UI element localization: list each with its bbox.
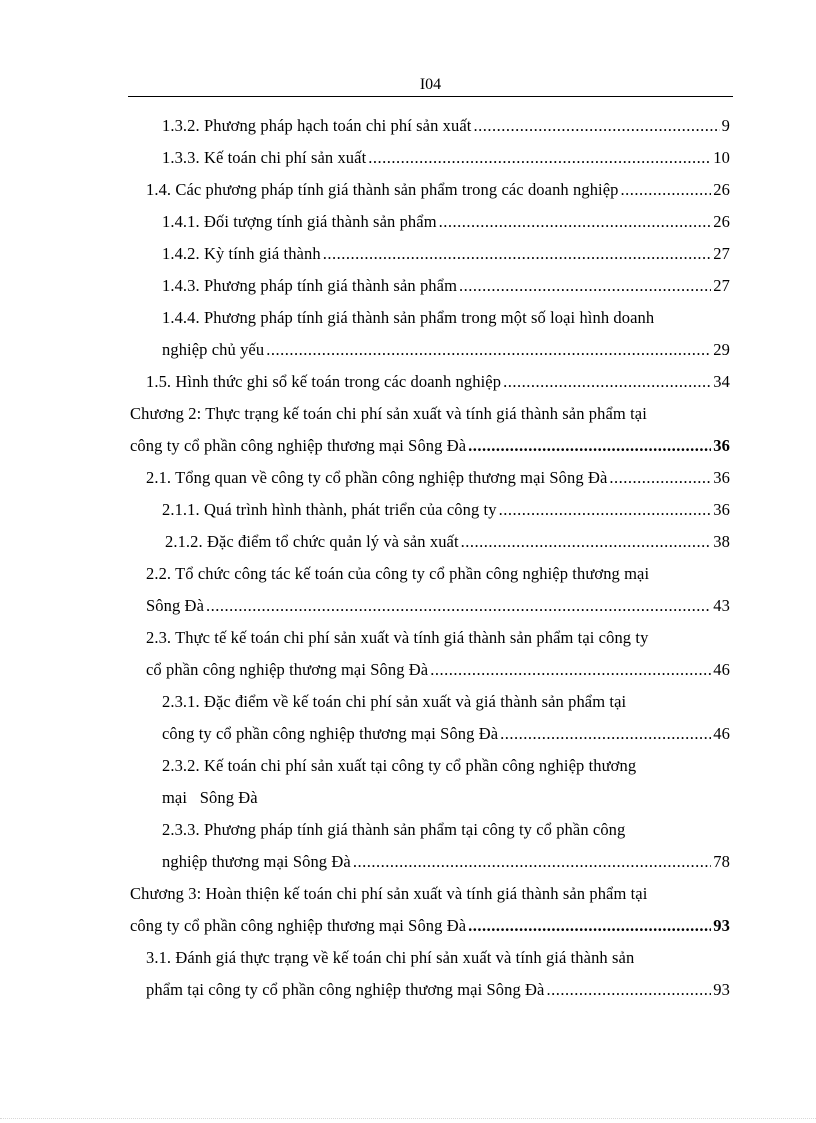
toc-entry-title: 2.1.1. Quá trình hình thành, phát triển của công ty — [162, 500, 497, 519]
toc-page-number: 10 — [713, 148, 730, 167]
toc-entry-2-3-cont[interactable] — [146, 658, 730, 682]
toc-leader-dots — [368, 146, 711, 170]
toc-entry-title: 2.3.1. Đặc điểm về kế toán chi phí sản xuất và giá thành sản phẩm tại — [162, 692, 627, 711]
toc-entry-title: 1.4.1. Đối tượng tính giá thành sản phẩm — [162, 212, 437, 231]
toc-entry-title: nghiệp chủ yếu — [162, 340, 265, 359]
toc-leader-dots — [474, 114, 720, 138]
toc-page-number: 26 — [713, 180, 730, 199]
toc-page-number: 29 — [713, 340, 730, 359]
toc-entry-2-3-1[interactable] — [162, 690, 730, 714]
toc-leader-dots — [353, 850, 711, 874]
toc-leader-dots — [609, 466, 711, 490]
toc-leader-dots — [503, 370, 711, 394]
toc-page-number: 46 — [713, 724, 730, 743]
toc-page-number: 93 — [713, 916, 730, 935]
toc-entry-title: 2.1. Tổng quan về công ty cổ phần công nghiệp thương mại Sông Đà — [146, 468, 608, 487]
toc-entry-2-3-1-cont[interactable] — [162, 722, 730, 746]
toc-page-number: 26 — [713, 212, 730, 231]
toc-entry-1-4-4-cont[interactable] — [162, 338, 730, 362]
toc-page-number: 27 — [713, 244, 730, 263]
toc-leader-dots — [468, 914, 711, 938]
toc-page-number: 43 — [713, 596, 730, 615]
toc-entry-title: 1.4.4. Phương pháp tính giá thành sản phẩm trong một số loại hình doanh — [162, 308, 655, 327]
toc-entry-title: 1.5. Hình thức ghi sổ kế toán trong các doanh nghiệp — [146, 372, 502, 391]
toc-leader-dots — [459, 274, 711, 298]
toc-entry-1-3-2[interactable] — [162, 114, 730, 138]
toc-entry-title: công ty cổ phần công nghiệp thương mại Sông Đà — [162, 724, 499, 743]
toc-entry-chapter-2-cont[interactable] — [130, 434, 730, 458]
toc-entry-2-3-3[interactable] — [162, 818, 730, 842]
toc-entry-title: phẩm tại công ty cổ phần công nghiệp thương mại Sông Đà — [146, 980, 545, 999]
toc-leader-dots — [266, 338, 711, 362]
toc-entry-title: Sông Đà — [146, 596, 204, 615]
toc-entry-1-5[interactable] — [146, 370, 730, 394]
toc-entry-title: mại Sông Đà — [162, 788, 258, 807]
toc-entry-title: 1.4. Các phương pháp tính giá thành sản phẩm trong các doanh nghiệp — [146, 180, 619, 199]
toc-entry-2-3-3-cont[interactable] — [162, 850, 730, 874]
toc-entry-title: 1.4.3. Phương pháp tính giá thành sản phẩm — [162, 276, 458, 295]
toc-entry-title: 2.1.2. Đặc điểm tổ chức quản lý và sản xuất — [165, 532, 459, 551]
toc-leader-dots — [621, 178, 712, 202]
toc-page-number: 78 — [713, 852, 730, 871]
toc-page-number: 9 — [721, 116, 730, 135]
page-header — [128, 76, 733, 97]
toc-leader-dots — [468, 434, 711, 458]
toc-entry-2-3-2[interactable] — [162, 754, 730, 778]
toc-entry-title: 1.3.2. Phương pháp hạch toán chi phí sản xuất — [162, 116, 472, 135]
toc-page-number: 27 — [713, 276, 730, 295]
toc-entry-1-4-2[interactable] — [162, 242, 730, 266]
toc-leader-dots — [430, 658, 711, 682]
toc-page-number: 38 — [713, 532, 730, 551]
toc-leader-dots — [499, 498, 712, 522]
toc-page-number: 46 — [713, 660, 730, 679]
toc-entry-1-3-3[interactable] — [162, 146, 730, 170]
toc-leader-dots — [206, 594, 711, 618]
toc-entry-chapter-2[interactable] — [130, 402, 730, 426]
toc-entry-title: 2.3.3. Phương pháp tính giá thành sản phẩm tại công ty cổ phần công — [162, 820, 626, 839]
toc-entry-title: 3.1. Đánh giá thực trạng về kế toán chi phí sản xuất và tính giá thành sản — [146, 948, 635, 967]
toc-entry-title: Chương 3: Hoàn thiện kế toán chi phí sản xuất và tính giá thành sản phẩm tại — [130, 884, 648, 903]
toc-entry-2-3-2-cont[interactable] — [162, 786, 730, 810]
toc-leader-dots — [500, 722, 711, 746]
toc-entry-chapter-3[interactable] — [130, 882, 730, 906]
toc-entry-chapter-3-cont[interactable] — [130, 914, 730, 938]
toc-entry-1-4-3[interactable] — [162, 274, 730, 298]
toc-entry-3-1-cont[interactable] — [146, 978, 730, 1002]
toc-entry-title: Chương 2: Thực trạng kế toán chi phí sản xuất và tính giá thành sản phẩm tại — [130, 404, 647, 423]
toc-page-number: 36 — [713, 468, 730, 487]
toc-entry-2-1[interactable] — [146, 466, 730, 490]
toc-entry-1-4-1[interactable] — [162, 210, 730, 234]
toc-entry-2-2-cont[interactable] — [146, 594, 730, 618]
toc-leader-dots — [439, 210, 712, 234]
toc-entry-2-2[interactable] — [146, 562, 730, 586]
toc-entry-title: 1.4.2. Kỳ tính giá thành — [162, 244, 321, 263]
toc-entry-title: nghiệp thương mại Sông Đà — [162, 852, 351, 871]
toc-entry-2-3[interactable] — [146, 626, 730, 650]
toc-page-number: 34 — [713, 372, 730, 391]
toc-page-number: 36 — [713, 436, 730, 455]
toc-leader-dots — [323, 242, 712, 266]
toc-entry-title: 1.3.3. Kế toán chi phí sản xuất — [162, 148, 367, 167]
toc-entry-title: 2.3.2. Kế toán chi phí sản xuất tại công ty cổ phần công nghiệp thương — [162, 756, 637, 775]
toc-entry-2-1-1[interactable] — [162, 498, 730, 522]
toc-entry-title: công ty cổ phần công nghiệp thương mại Sông Đà — [130, 436, 467, 455]
toc-entry-title: công ty cổ phần công nghiệp thương mại Sông Đà — [130, 916, 467, 935]
toc-entry-title: 2.3. Thực tế kế toán chi phí sản xuất và tính giá thành sản phẩm tại công ty — [146, 628, 649, 647]
toc-page-number: 93 — [713, 980, 730, 999]
toc-entry-3-1[interactable] — [146, 946, 730, 970]
toc-leader-dots — [461, 530, 712, 554]
toc-leader-dots — [546, 978, 711, 1002]
toc-entry-title: cổ phần công nghiệp thương mại Sông Đà — [146, 660, 429, 679]
toc-entry-1-4[interactable] — [146, 178, 730, 202]
toc-entry-2-1-2[interactable] — [165, 530, 730, 554]
toc-page-number: 36 — [713, 500, 730, 519]
page-bottom-edge — [0, 1118, 816, 1119]
toc-entry-title: 2.2. Tổ chức công tác kế toán của công ty cổ phần công nghiệp thương mại — [146, 564, 650, 583]
toc-entry-1-4-4[interactable] — [162, 306, 730, 330]
page-number: I04 — [419, 76, 442, 93]
